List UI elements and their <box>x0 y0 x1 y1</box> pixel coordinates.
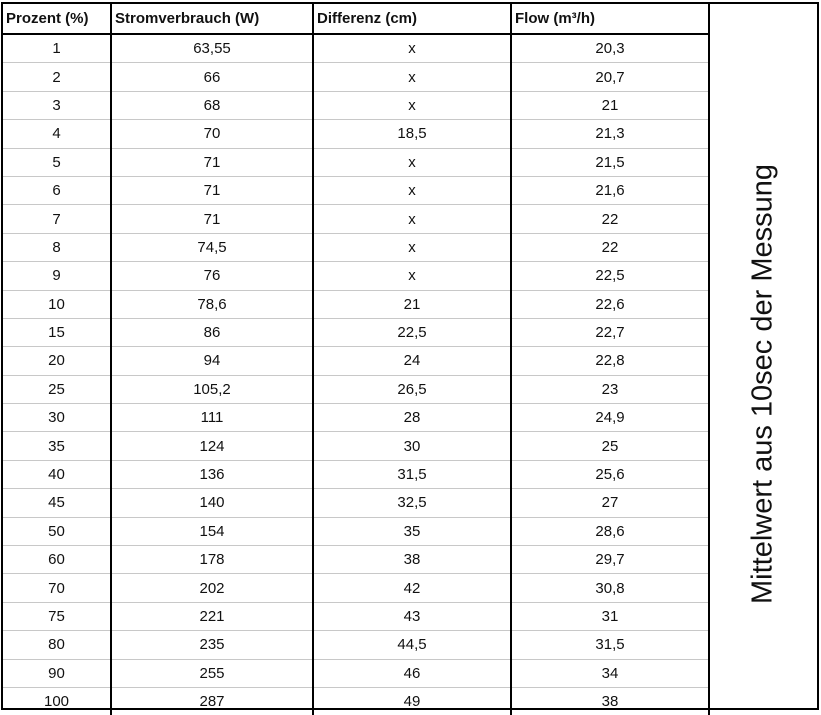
table-row <box>3 91 709 119</box>
table-row <box>3 659 709 687</box>
stromverbrauch-cell: 111 <box>111 404 313 432</box>
prozent-cell: 3 <box>3 91 111 119</box>
flow-cell: 30,8 <box>511 574 709 602</box>
flow-cell: 34 <box>511 659 709 687</box>
stromverbrauch-cell: 63,55 <box>111 34 313 63</box>
flow-cell: 20,3 <box>511 34 709 63</box>
flow-cell: 31,5 <box>511 631 709 659</box>
prozent-cell: 50 <box>3 517 111 545</box>
prozent-cell: 80 <box>3 631 111 659</box>
differenz-cell: 21 <box>313 290 511 318</box>
differenz-cell: 43 <box>313 602 511 630</box>
flow-cell: 21,5 <box>511 148 709 176</box>
differenz-cell: x <box>313 91 511 119</box>
differenz-cell: x <box>313 233 511 261</box>
prozent-cell: 4 <box>3 120 111 148</box>
differenz-cell: 30 <box>313 432 511 460</box>
table-row <box>3 375 709 403</box>
differenz-cell: 42 <box>313 574 511 602</box>
stromverbrauch-cell: 71 <box>111 176 313 204</box>
flow-cell: 29,7 <box>511 546 709 574</box>
prozent-cell: 1 <box>3 34 111 63</box>
prozent-cell: 5 <box>3 148 111 176</box>
table-row <box>3 574 709 602</box>
prozent-cell: 100 <box>3 687 111 715</box>
flow-cell: 22,8 <box>511 347 709 375</box>
stromverbrauch-cell: 221 <box>111 602 313 630</box>
differenz-cell: 32,5 <box>313 489 511 517</box>
flow-cell: 21,3 <box>511 120 709 148</box>
differenz-cell: x <box>313 63 511 91</box>
flow-cell: 31 <box>511 602 709 630</box>
stromverbrauch-cell: 66 <box>111 63 313 91</box>
header-prozent: Prozent (%) <box>3 4 111 34</box>
flow-cell: 28,6 <box>511 517 709 545</box>
table-row <box>3 602 709 630</box>
stromverbrauch-cell: 68 <box>111 91 313 119</box>
differenz-cell: 22,5 <box>313 318 511 346</box>
table-row <box>3 233 709 261</box>
table-row <box>3 63 709 91</box>
prozent-cell: 70 <box>3 574 111 602</box>
prozent-cell: 8 <box>3 233 111 261</box>
flow-cell: 23 <box>511 375 709 403</box>
stromverbrauch-cell: 235 <box>111 631 313 659</box>
header-row <box>3 4 709 34</box>
stromverbrauch-cell: 71 <box>111 205 313 233</box>
table-row <box>3 404 709 432</box>
table-row <box>3 318 709 346</box>
table-row <box>3 687 709 715</box>
flow-cell: 22,7 <box>511 318 709 346</box>
stromverbrauch-cell: 124 <box>111 432 313 460</box>
stromverbrauch-cell: 136 <box>111 460 313 488</box>
stromverbrauch-cell: 154 <box>111 517 313 545</box>
prozent-cell: 35 <box>3 432 111 460</box>
differenz-cell: x <box>313 176 511 204</box>
stromverbrauch-cell: 105,2 <box>111 375 313 403</box>
stromverbrauch-cell: 86 <box>111 318 313 346</box>
side-note: Mittelwert aus 10sec der Messung <box>746 163 779 605</box>
flow-cell: 22,6 <box>511 290 709 318</box>
stromverbrauch-cell: 74,5 <box>111 233 313 261</box>
table-row <box>3 347 709 375</box>
prozent-cell: 60 <box>3 546 111 574</box>
table-row <box>3 262 709 290</box>
differenz-cell: 26,5 <box>313 375 511 403</box>
flow-cell: 22,5 <box>511 262 709 290</box>
stromverbrauch-cell: 78,6 <box>111 290 313 318</box>
prozent-cell: 90 <box>3 659 111 687</box>
flow-cell: 24,9 <box>511 404 709 432</box>
measurement-table <box>3 4 710 715</box>
prozent-cell: 75 <box>3 602 111 630</box>
flow-cell: 21,6 <box>511 176 709 204</box>
differenz-cell: 28 <box>313 404 511 432</box>
flow-cell: 22 <box>511 205 709 233</box>
table-row <box>3 460 709 488</box>
header-flow: Flow (m³/h) <box>511 4 709 34</box>
table-row <box>3 34 709 63</box>
prozent-cell: 6 <box>3 176 111 204</box>
flow-cell: 27 <box>511 489 709 517</box>
flow-cell: 25 <box>511 432 709 460</box>
table-row <box>3 290 709 318</box>
differenz-cell: 44,5 <box>313 631 511 659</box>
prozent-cell: 15 <box>3 318 111 346</box>
differenz-cell: 35 <box>313 517 511 545</box>
differenz-cell: 38 <box>313 546 511 574</box>
prozent-cell: 10 <box>3 290 111 318</box>
flow-cell: 20,7 <box>511 63 709 91</box>
table-row <box>3 176 709 204</box>
table-row <box>3 120 709 148</box>
stromverbrauch-cell: 94 <box>111 347 313 375</box>
prozent-cell: 7 <box>3 205 111 233</box>
flow-cell: 38 <box>511 687 709 715</box>
table-body <box>3 34 709 715</box>
flow-cell: 25,6 <box>511 460 709 488</box>
stromverbrauch-cell: 140 <box>111 489 313 517</box>
spreadsheet-table <box>1 2 819 710</box>
table-row <box>3 432 709 460</box>
table-row <box>3 148 709 176</box>
prozent-cell: 9 <box>3 262 111 290</box>
differenz-cell: 46 <box>313 659 511 687</box>
table-row <box>3 205 709 233</box>
differenz-cell: x <box>313 205 511 233</box>
prozent-cell: 25 <box>3 375 111 403</box>
prozent-cell: 2 <box>3 63 111 91</box>
prozent-cell: 20 <box>3 347 111 375</box>
prozent-cell: 30 <box>3 404 111 432</box>
stromverbrauch-cell: 202 <box>111 574 313 602</box>
differenz-cell: 49 <box>313 687 511 715</box>
prozent-cell: 45 <box>3 489 111 517</box>
stromverbrauch-cell: 287 <box>111 687 313 715</box>
differenz-cell: 31,5 <box>313 460 511 488</box>
differenz-cell: x <box>313 262 511 290</box>
stromverbrauch-cell: 178 <box>111 546 313 574</box>
table-row <box>3 631 709 659</box>
stromverbrauch-cell: 71 <box>111 148 313 176</box>
side-note-cell <box>709 4 817 708</box>
table-row <box>3 546 709 574</box>
header-stromverbrauch: Stromverbrauch (W) <box>111 4 313 34</box>
stromverbrauch-cell: 255 <box>111 659 313 687</box>
table-row <box>3 517 709 545</box>
header-differenz: Differenz (cm) <box>313 4 511 34</box>
differenz-cell: 18,5 <box>313 120 511 148</box>
differenz-cell: 24 <box>313 347 511 375</box>
stromverbrauch-cell: 76 <box>111 262 313 290</box>
differenz-cell: x <box>313 148 511 176</box>
flow-cell: 22 <box>511 233 709 261</box>
differenz-cell: x <box>313 34 511 63</box>
prozent-cell: 40 <box>3 460 111 488</box>
flow-cell: 21 <box>511 91 709 119</box>
stromverbrauch-cell: 70 <box>111 120 313 148</box>
table-row <box>3 489 709 517</box>
